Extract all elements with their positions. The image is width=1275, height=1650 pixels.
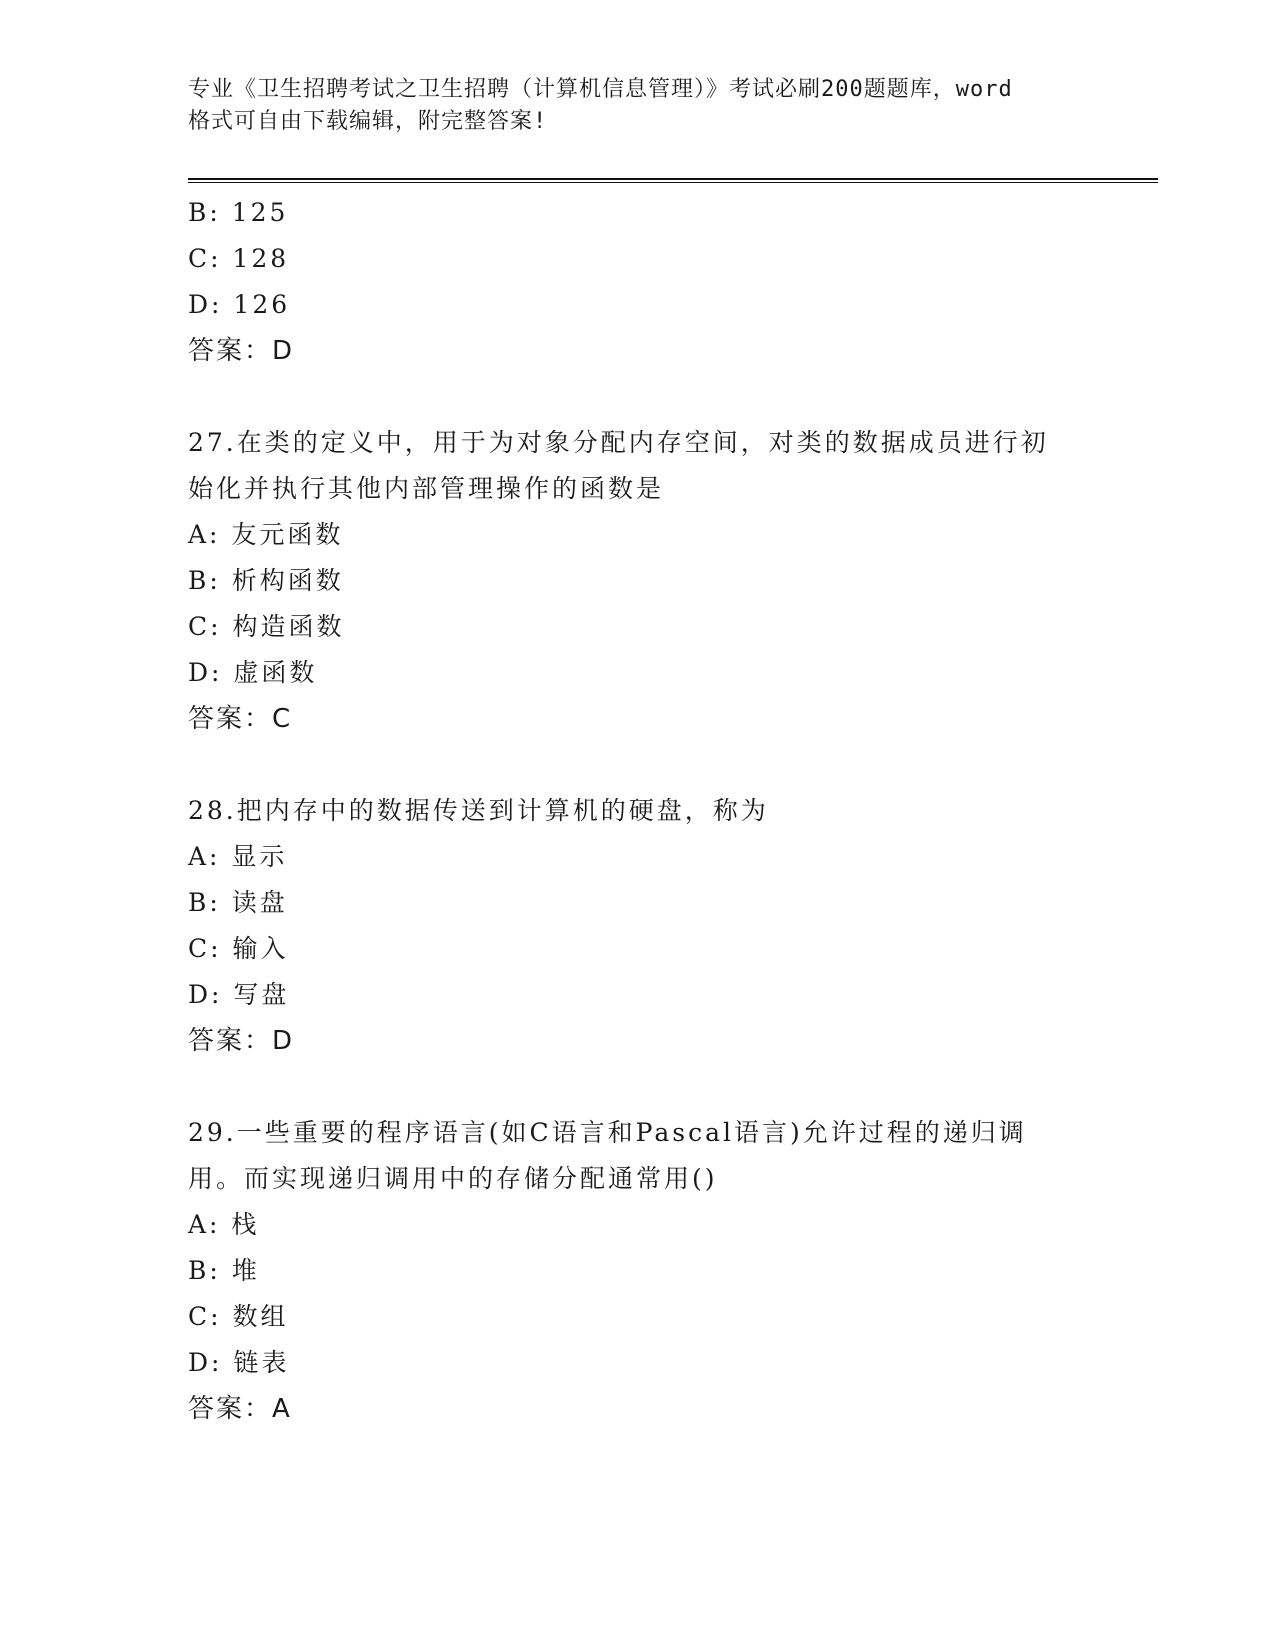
- spacer: [188, 1064, 1148, 1110]
- option-b: B: 读盘: [188, 888, 288, 917]
- question-stem-line: 27.在类的定义中，用于为对象分配内存空间，对类的数据成员进行初: [188, 428, 1049, 457]
- option-a: A: 栈: [188, 1210, 260, 1239]
- option-d: D: 写盘: [188, 980, 290, 1009]
- option-c: C: 数组: [188, 1302, 289, 1331]
- question-list: [188, 190, 1148, 1432]
- answer-line: 答案：C: [188, 704, 293, 734]
- spacer: [188, 742, 1148, 788]
- header-line-1: 专业《卫生招聘考试之卫生招聘（计算机信息管理）》考试必刷200题题库，word: [188, 77, 1013, 102]
- option-c: C: 构造函数: [188, 612, 345, 641]
- header-divider: [188, 178, 1158, 183]
- question-stem-line: 28.把内存中的数据传送到计算机的硬盘，称为: [188, 796, 769, 825]
- option-b: B: 堆: [188, 1256, 260, 1285]
- option-d: D: 链表: [188, 1348, 290, 1377]
- answer-line: 答案：A: [188, 1394, 292, 1424]
- option-d: D: 126: [188, 290, 291, 319]
- answer-line: 答案：D: [188, 1026, 295, 1056]
- question-27: [188, 420, 1148, 742]
- question-stem-line: 始化并执行其他内部管理操作的函数是: [188, 474, 665, 503]
- question-29: [188, 1110, 1148, 1432]
- option-a: A: 友元函数: [188, 520, 344, 549]
- header-line-2: 格式可自由下载编辑，附完整答案!: [188, 109, 548, 134]
- answer-line: 答案：D: [188, 336, 295, 366]
- option-c: C: 128: [188, 244, 290, 273]
- option-b: B: 125: [188, 198, 289, 227]
- option-d: D: 虚函数: [188, 658, 318, 687]
- option-b: B: 析构函数: [188, 566, 344, 595]
- option-c: C: 输入: [188, 934, 289, 963]
- option-a: A: 显示: [188, 842, 288, 871]
- previous-question-tail: [188, 190, 1148, 374]
- spacer: [188, 374, 1148, 420]
- question-28: [188, 788, 1148, 1064]
- question-stem-line: 29.一些重要的程序语言(如C语言和Pascal语言)允许过程的递归调: [188, 1118, 1027, 1147]
- question-stem-line: 用。而实现递归调用中的存储分配通常用(): [188, 1164, 718, 1193]
- document-header: [188, 74, 1088, 138]
